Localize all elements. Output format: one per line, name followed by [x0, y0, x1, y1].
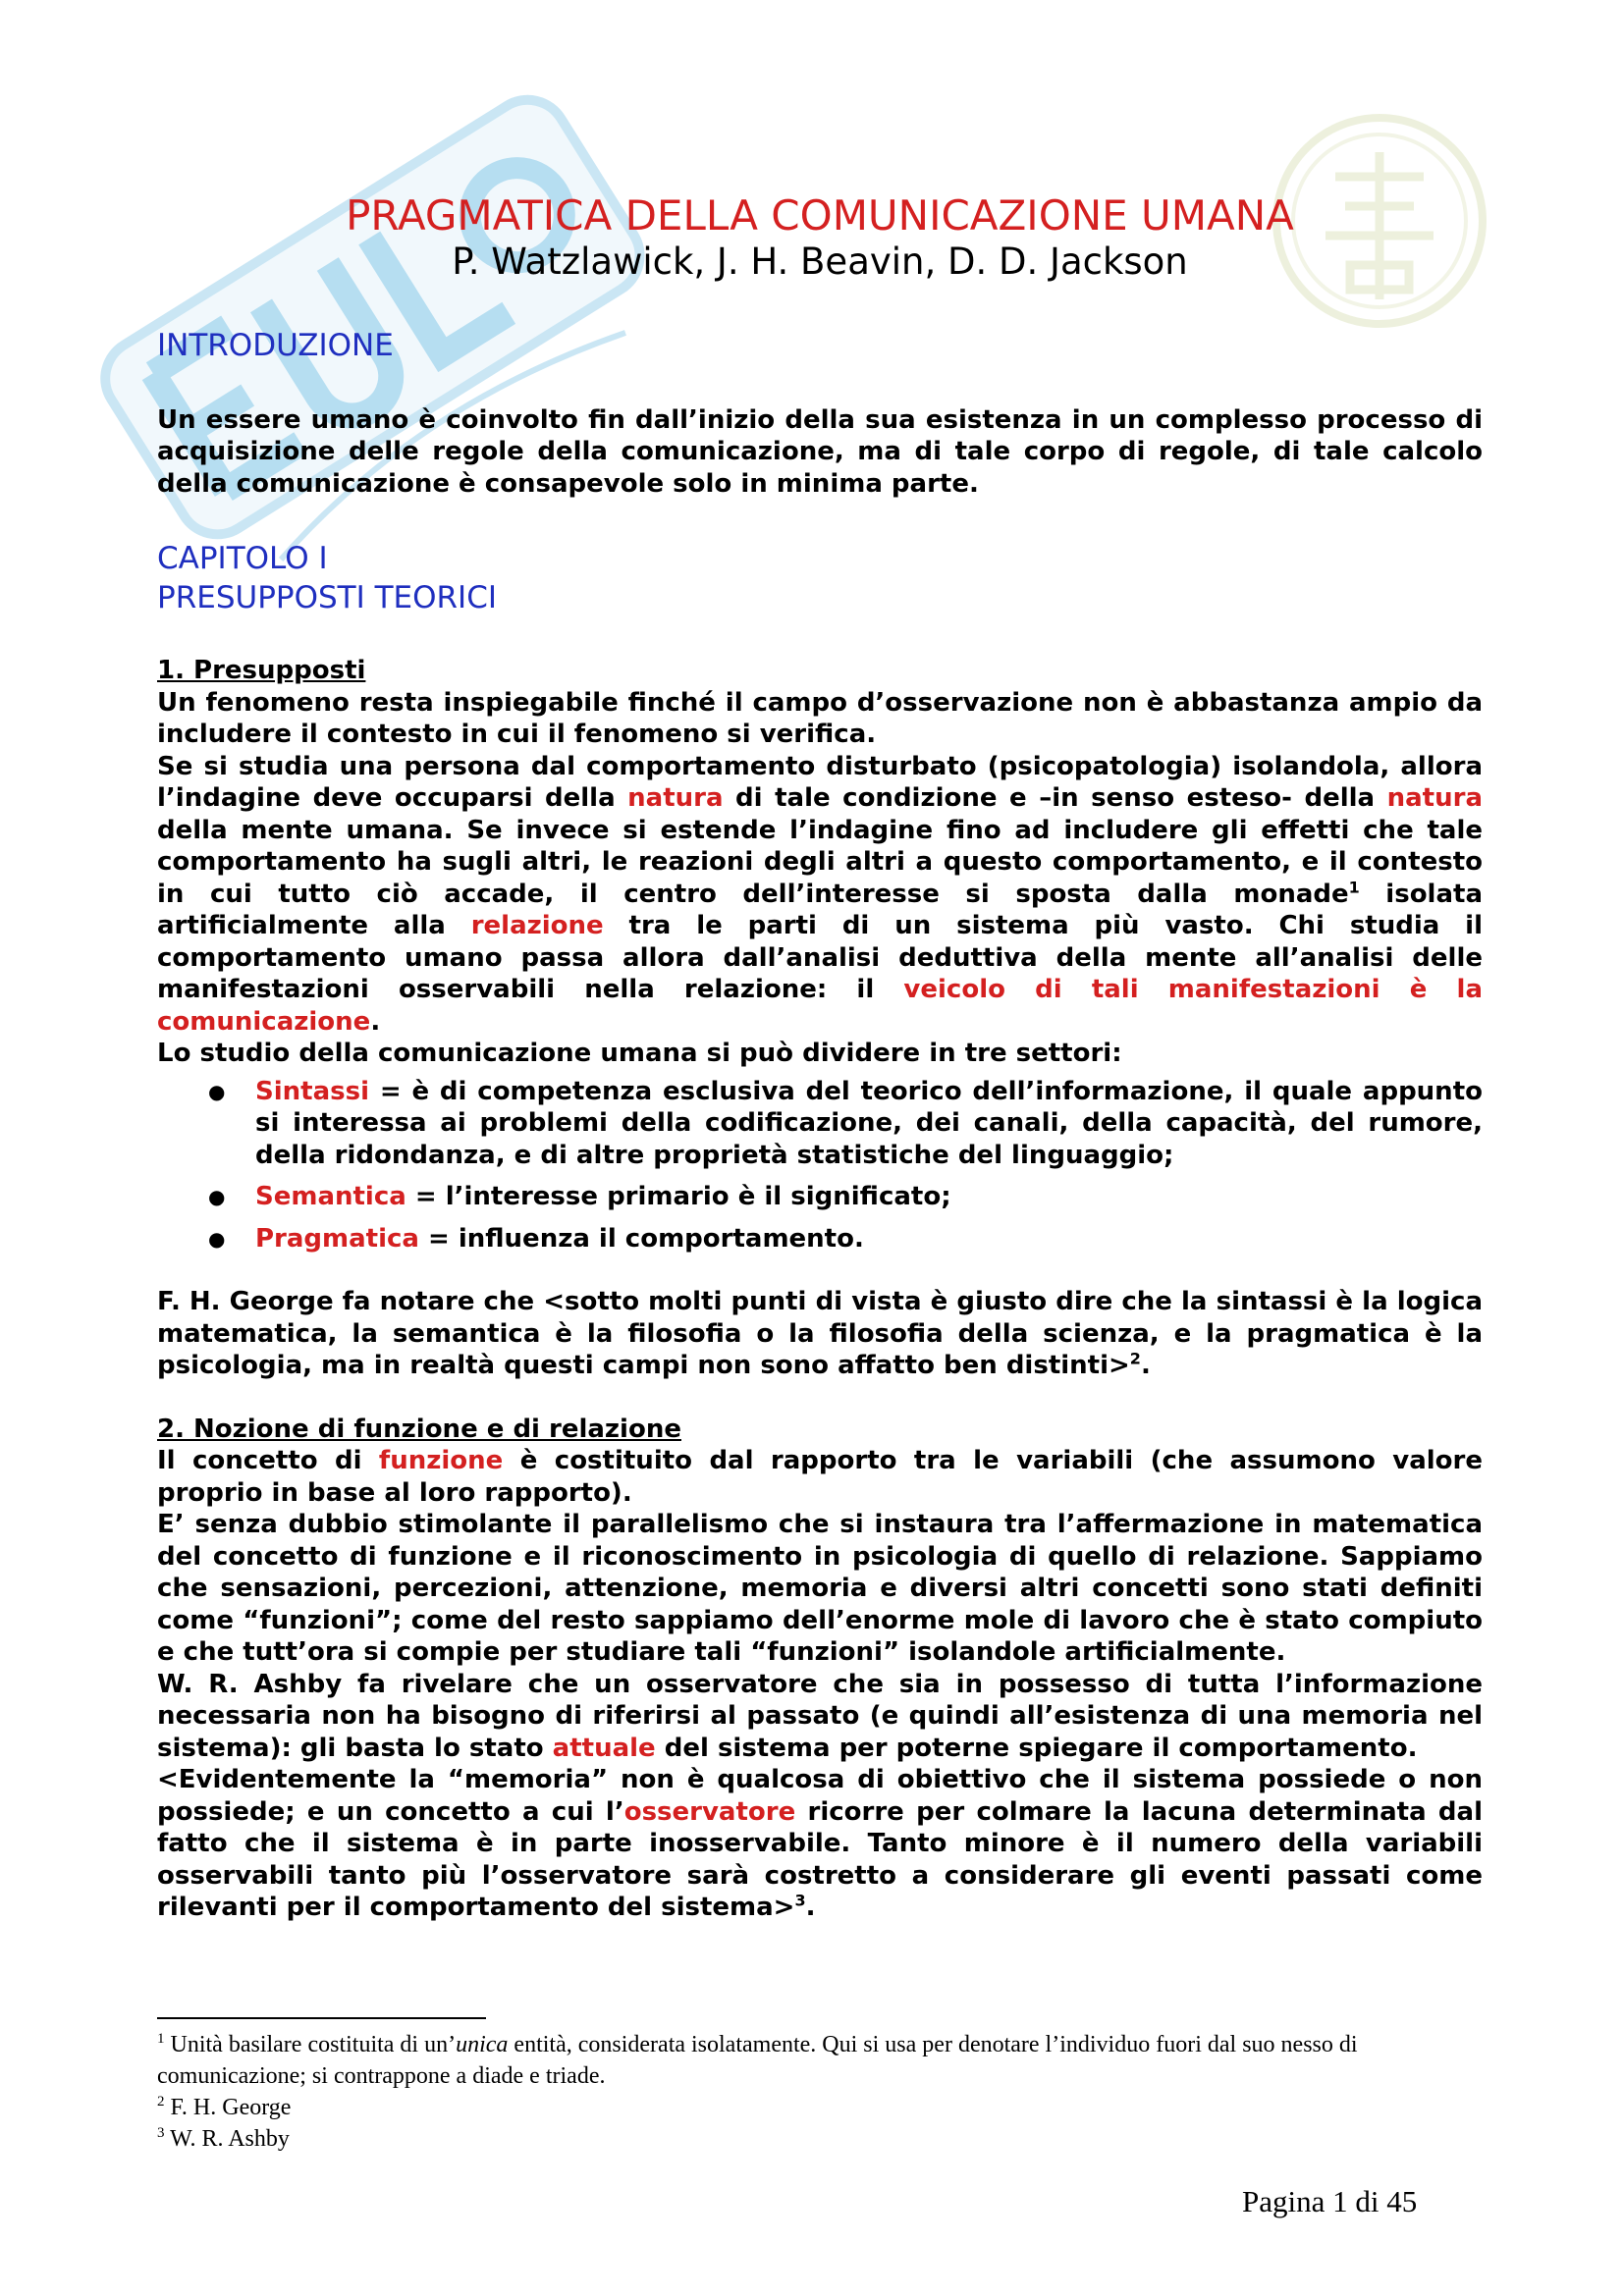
section-1-paragraph-2 — [157, 751, 1483, 1039]
section-2-paragraph-2: E’ senza dubbio stimolante il parallelismo che si instaura tra l’affermazione in matematica del concetto di funzione e il riconoscimento in psicologia di quello di relazione. Sappiamo che sensazioni, percezioni, attenzione, memoria e diversi altri concetti sono stati definiti come “funzioni”; come del resto sappiamo dell’enorme mole di lavoro che è stato compiuto e che tutt’ora si compie per studiare tali “funzioni” isolandole artificialmente. — [157, 1510, 1483, 1668]
bullet-text: = influenza il comportamento. — [418, 1223, 864, 1254]
document-body — [157, 191, 1483, 1924]
section-2-paragraph-1 — [157, 1445, 1483, 1509]
text-run: F. H. George fa notare che <sotto molti punti di vista è giusto dire che la sintassi è la logica matematica, la semantica è la filosofia o la filosofia della scienza, e la pragmatica è la psicologia, ma in realtà questi campi non sono affatto ben distinti> — [157, 1287, 1483, 1381]
text-run: Il concetto di — [157, 1446, 379, 1476]
chapter-heading — [157, 539, 1483, 617]
text-run: è costituito dal rapporto tra le variabili (che assumono valore proprio in base al loro rapporto). — [157, 1446, 1483, 1508]
footnote-italic: unica — [456, 2032, 509, 2057]
document-title: PRAGMATICA DELLA COMUNICAZIONE UMANA — [346, 191, 1294, 240]
highlight-natura: natura — [627, 783, 724, 814]
text-run: W. R. Ashby fa rivelare che un osservatore che sia in possesso di tutta l’informazione necessaria non ha bisogno di riferirsi al passato (e quindi all’esistenza di una memoria nel sistema): gli basta lo stato — [157, 1669, 1483, 1763]
footnotes — [157, 2017, 1483, 2155]
section-1-title: 1. Presupposti — [157, 656, 366, 686]
footnote-marker: 3 — [157, 2125, 165, 2141]
george-quote — [157, 1286, 1483, 1382]
intro-paragraph: Un essere umano è coinvolto fin dall’inizio della sua esistenza in un complesso processo di acquisizione delle regole della comunicazione, ma di tale corpo di regole, di tale calcolo della comunicazione è consapevole solo in minima parte. — [157, 404, 1483, 499]
footnote-ref-2: 2 — [1129, 1349, 1141, 1368]
footnote-marker: 2 — [157, 2094, 165, 2109]
footnote-ref-1: 1 — [1348, 878, 1360, 897]
list-item — [255, 1223, 1483, 1255]
section-1-paragraph-1: Un fenomeno resta inspiegabile finché il campo d’osservazione non è abbastanza ampio da includere il contesto in cui il fenomeno si verifica. — [157, 687, 1483, 750]
text-run: della mente umana. Se invece si estende l’indagine fino ad includere gli effetti che tale comportamento ha sugli altri, le reazioni degli altri a questo comportamento, e il contesto in cui tutto ciò accade, il centro dell’interesse si sposta dalla monade — [157, 815, 1483, 909]
text-run: Unità basilare costituita di un’ — [164, 2032, 457, 2057]
footnote-ref-3: 3 — [794, 1891, 806, 1910]
highlight-relazione: relazione — [470, 911, 604, 941]
bullet-term: Semantica — [255, 1182, 406, 1212]
highlight-osservatore: osservatore — [623, 1796, 796, 1827]
text-run: W. R. Ashby — [164, 2126, 290, 2152]
list-item — [255, 1076, 1483, 1172]
highlight-attuale: attuale — [552, 1733, 656, 1763]
text-run: tra le parti di un sistema più vasto. Chi studia il comportamento umano passa allora dall’analisi deduttiva della mente all’analisi delle manifestazioni osservabili nella relazione: il — [157, 911, 1483, 1005]
chapter-number: CAPITOLO I — [157, 541, 328, 577]
footnote-2 — [157, 2092, 1483, 2123]
bullet-term: Sintassi — [255, 1076, 369, 1106]
footnote-3 — [157, 2123, 1483, 2155]
text-run: . — [370, 1006, 381, 1037]
text-run: Se si studia una persona dal comportamento disturbato (psicopatologia) isolandola, allora l’indagine deve occuparsi della — [157, 751, 1483, 814]
bullet-text: = l’interesse primario è il significato; — [406, 1182, 951, 1212]
footnote-1 — [157, 2029, 1483, 2092]
text-run: <Evidentemente la “memoria” non è qualcosa di obiettivo che il sistema possiede o non possiede; e un concetto a cui l’ — [157, 1765, 1483, 1827]
highlight-funzione: funzione — [378, 1446, 504, 1476]
highlight-natura: natura — [1386, 783, 1483, 814]
footnote-divider — [157, 2017, 486, 2019]
page-number: Pagina 1 di 45 — [1242, 2184, 1418, 2218]
text-run: F. H. George — [164, 2095, 292, 2120]
highlight-veicolo: veicolo di tali manifestazioni è la comunicazione — [157, 975, 1483, 1037]
list-item — [255, 1181, 1483, 1213]
text-run: . — [805, 1893, 816, 1923]
text-run: ricorre per colmare la lacuna determinata dal fatto che il sistema è in parte inosservabile. Tanto minore è il numero della variabili osservabili tanto più l’osservatore sarà costretto a considerare gli eventi passati come rilevanti per il comportamento del sistema> — [157, 1796, 1484, 1923]
document-authors: P. Watzlawick, J. H. Beavin, D. D. Jackson — [452, 240, 1188, 284]
section-1-paragraph-3: Lo studio della comunicazione umana si può dividere in tre settori: — [157, 1039, 1122, 1069]
text-run: . — [1140, 1351, 1151, 1381]
section-2-paragraph-4 — [157, 1764, 1483, 1924]
bullet-text: = è di competenza esclusiva del teorico dell’informazione, il quale appunto si interessa ai problemi della codificazione, dei canali, della capacità, del rumore, della ridondanza, e di altre proprietà statistiche del linguaggio; — [255, 1076, 1483, 1170]
text-run: di tale condizione e –in senso esteso- della — [723, 783, 1387, 814]
chapter-title: PRESUPPOSTI TEORICI — [157, 580, 497, 616]
bullet-term: Pragmatica — [255, 1223, 419, 1254]
text-run: entità, considerata isolatamente. Qui si usa per denotare l’individuo fuori dal suo nesso di comunicazione; si contrappone a diade e triade. — [157, 2032, 1358, 2089]
text-run: isolata artificialmente alla — [157, 879, 1483, 941]
section-2-paragraph-3 — [157, 1669, 1483, 1765]
section-2-title: 2. Nozione di funzione e di relazione — [157, 1414, 681, 1444]
footnote-marker: 1 — [157, 2031, 165, 2047]
intro-heading: INTRODUZIONE — [157, 327, 394, 363]
text-run: del sistema per poterne spiegare il comportamento. — [655, 1733, 1418, 1763]
settori-list — [157, 1076, 1483, 1255]
